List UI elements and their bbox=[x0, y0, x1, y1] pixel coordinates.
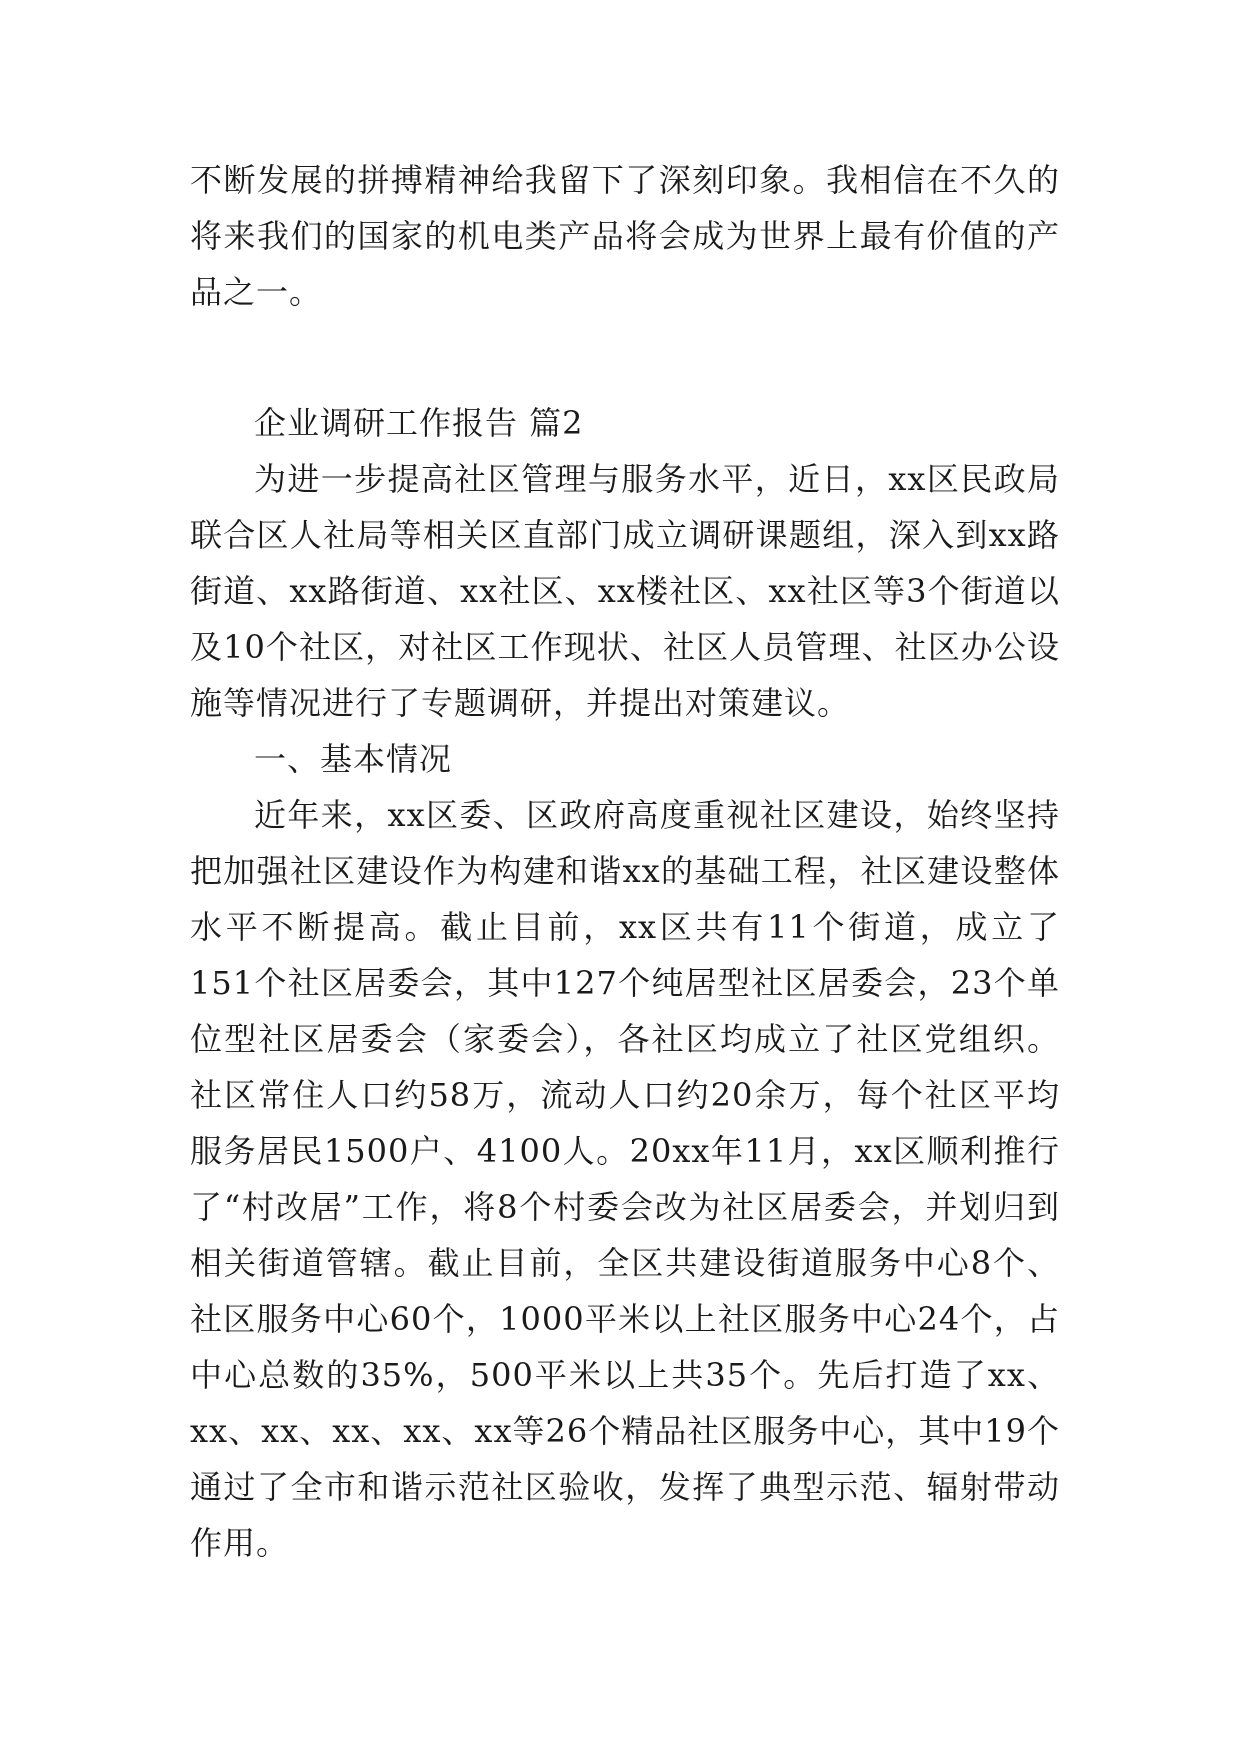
paragraph-2: 近年来，xx区委、区政府高度重视社区建设，始终坚持把加强社区建设作为构建和谐xx的基础工程，社区建设整体水平不断提高。截止目前，xx区共有11个街道，成立了151个社区居委会，其中127个纯居型社区居委会，23个单位型社区居委会（家委会），各社区均成立了社区党组织。社区常住人口约58万，流动人口约20余万，每个社区平均服务居民1500户、4100人。20xx年11月，xx区顺利推行了“村改居”工作，将8个村委会改为社区居委会，并划归到相关街道管辖。截止目前，全区共建设街道服务中心8个、社区服务中心60个，1000平米以上社区服务中心24个，占中心总数的35%，500平米以上共35个。先后打造了xx、xx、xx、xx、xx、xx等26个精品社区服务中心，其中19个通过了全市和谐示范社区验收，发挥了典型示范、辐射带动作用。 bbox=[190, 796, 1060, 1562]
document-page bbox=[190, 152, 1060, 1571]
section-title: 企业调研工作报告 篇2 bbox=[254, 404, 584, 442]
paragraph-1: 为进一步提高社区管理与服务水平，近日，xx区民政局联合区人社局等相关区直部门成立调研课题组，深入到xx路街道、xx路街道、xx社区、xx楼社区、xx社区等3个街道以及10个社区，对社区工作现状、社区人员管理、社区办公设施等情况进行了专题调研，并提出对策建议。 bbox=[190, 460, 1060, 722]
subheading-basic-situation: 一、基本情况 bbox=[254, 740, 453, 778]
section-gap bbox=[190, 320, 1060, 395]
intro-paragraph: 不断发展的拼搏精神给我留下了深刻印象。我相信在不久的将来我们的国家的机电类产品将会成为世界上最有价值的产品之一。 bbox=[190, 161, 1060, 311]
